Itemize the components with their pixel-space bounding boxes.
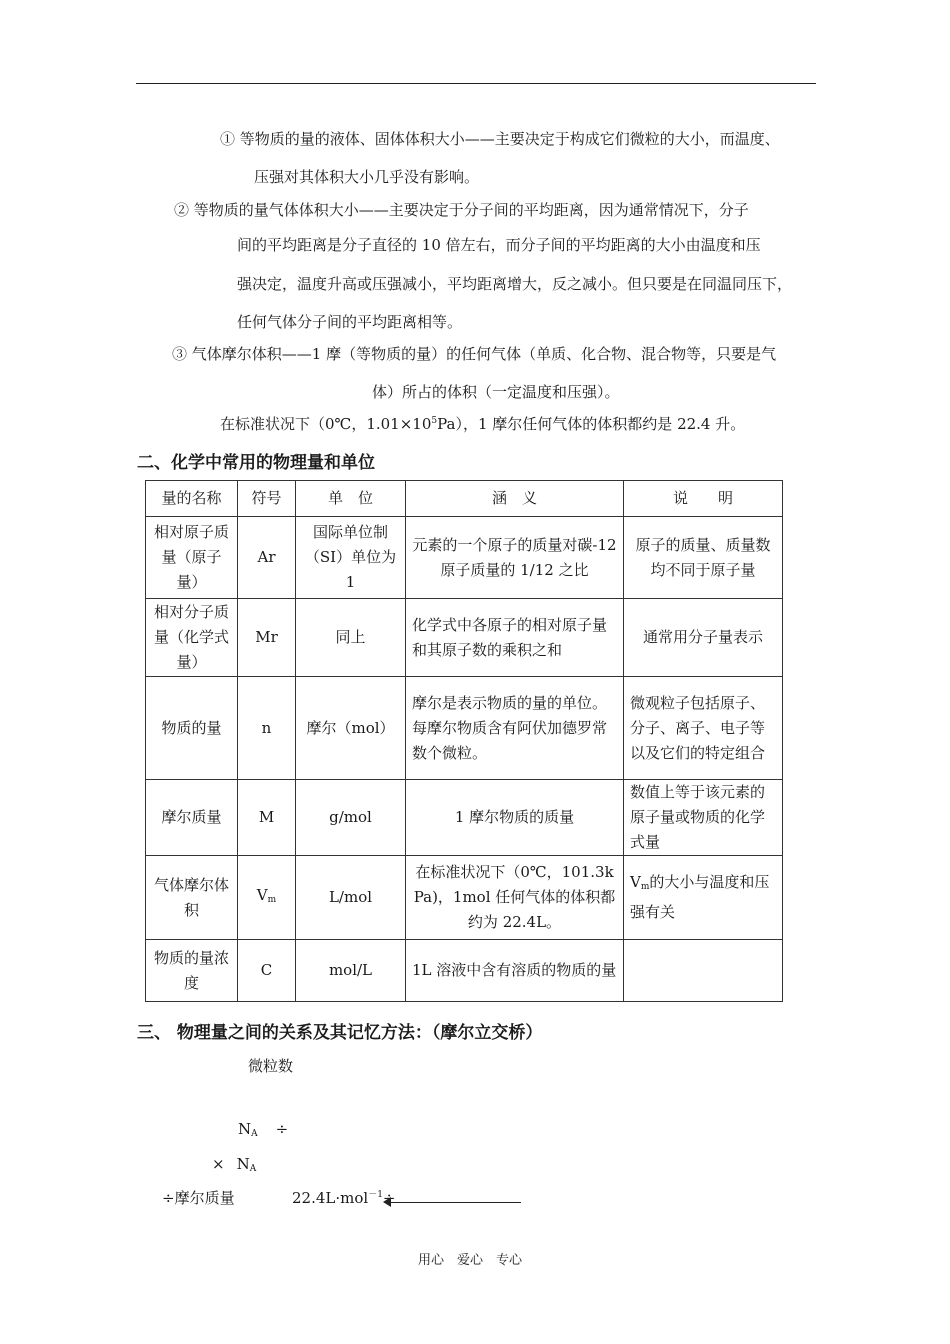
table-row [146,677,783,780]
cell-meaning: 摩尔是表示物质的量的单位。每摩尔物质含有阿伏加德罗常数个微粒。 [406,677,624,780]
cell-unit: L/mol [296,856,406,940]
column-header: 量的名称 [146,481,238,517]
column-header: 单 位 [296,481,406,517]
header-rule [136,83,816,84]
table-row [146,940,783,1002]
cell-note [624,856,783,940]
cell-unit: 摩尔（mol） [296,677,406,780]
standard-conditions-text: 在标准状况下（0℃，1.01×10 [220,415,432,433]
exponent: 5 [431,416,438,426]
na-symbol: N [238,1120,252,1138]
paragraph-3-line-2: 体）所占的体积（一定温度和压强）。 [372,383,620,401]
cell-note: 通常用分子量表示 [624,599,783,677]
paragraph-2-line-4: 任何气体分子间的平均距离相等。 [237,313,463,331]
molar-volume-exponent: －1 [368,1190,383,1200]
cell-meaning: 化学式中各原子的相对原子量和其原子数的乘积之和 [406,599,624,677]
cell-note [624,940,783,1002]
paragraph-2-line-2: 间的平均距离是分子直径的 10 倍左右，而分子间的平均距离的大小由温度和压 [237,236,761,254]
quantities-table [145,480,783,1002]
column-header: 符号 [238,481,296,517]
na-subscript: A [251,1129,258,1139]
cell-meaning: 元素的一个原子的质量对碳-12 原子质量的 1/12 之比 [406,517,624,599]
cell-name: 相对分子质量（化学式量） [146,599,238,677]
divide-molar-mass-label: ÷摩尔质量 [162,1189,235,1207]
cell-unit: 国际单位制（SI）单位为 1 [296,517,406,599]
column-header: 说 明 [624,481,783,517]
section-2-title: 二、化学中常用的物理量和单位 [137,453,375,473]
column-header: 涵 义 [406,481,624,517]
table-row [146,517,783,599]
cell-symbol: Mr [238,599,296,677]
cell-name: 相对原子质量（原子量） [146,517,238,599]
cell-symbol: M [238,780,296,856]
cell-name: 摩尔质量 [146,780,238,856]
standard-conditions-text-end: Pa），1 摩尔任何气体的体积都约是 22.4 升。 [437,415,746,433]
page-footer: 用心 爱心 专心 [418,1253,523,1268]
note-text: 的大小与温度和压强有关 [630,873,770,921]
divide-sign: ÷ [275,1120,289,1138]
cell-name: 物质的量浓度 [146,940,238,1002]
section-3-title: 三、 物理量之间的关系及其记忆方法：（摩尔立交桥） [137,1023,543,1043]
left-arrow-shaft [385,1202,521,1203]
cell-unit: g/mol [296,780,406,856]
paragraph-2-line-3: 强决定，温度升高或压强减小，平均距离增大，反之减小。但只要是在同温同压下， [237,275,793,293]
cell-unit: 同上 [296,599,406,677]
cell-symbol: C [238,940,296,1002]
times-sign: × [212,1155,225,1173]
table-header-row [146,481,783,517]
molar-volume-label [292,1187,396,1207]
symbol-subscript: m [267,894,277,905]
cell-name: 物质的量 [146,677,238,780]
paragraph-3-line-1: ③ 气体摩尔体积——1 摩（等物质的量）的任何气体（单质、化合物、混合物等，只要是气 [172,345,777,363]
na-symbol: N [236,1155,250,1173]
cell-note: 数值上等于该元素的原子量或物质的化学式量 [624,780,783,856]
table-row [146,599,783,677]
left-arrow-icon [383,1197,391,1207]
note-subscript: m [640,882,650,892]
cell-symbol: Ar [238,517,296,599]
paragraph-2-line-1: ② 等物质的量气体体积大小——主要决定于分子间的平均距离，因为通常情况下，分子 [174,201,749,219]
table-row [146,856,783,940]
table-row [146,780,783,856]
cell-name: 气体摩尔体积 [146,856,238,940]
molar-volume-divide: ÷ [382,1189,396,1207]
standard-conditions-note [220,413,745,434]
na-subscript: A [249,1164,257,1174]
na-divide-label [238,1120,288,1139]
cell-meaning: 1L 溶液中含有溶质的物质的量 [406,940,624,1002]
cell-symbol: n [238,677,296,780]
molar-volume-text: 22.4L·mol [292,1189,369,1207]
cell-note: 原子的质量、质量数均不同于原子量 [624,517,783,599]
cell-meaning: 1 摩尔物质的质量 [406,780,624,856]
paragraph-1-line-1: ① 等物质的量的液体、固体体积大小——主要决定于构成它们微粒的大小，而温度、 [220,130,780,148]
cell-symbol [238,856,296,940]
cell-meaning: 在标准状况下（0℃，101.3kPa)，1mol 任何气体的体积都约为 22.4L。 [406,856,624,940]
cell-note: 微观粒子包括原子、分子、离子、电子等以及它们的特定组合 [624,677,783,780]
particles-label: 微粒数 [248,1057,294,1075]
times-na-label [212,1155,256,1174]
cell-unit: mol/L [296,940,406,1002]
note-symbol: V [630,873,641,891]
paragraph-1-line-2: 压强对其体积大小几乎没有影响。 [254,168,480,186]
symbol-v: V [256,885,268,904]
